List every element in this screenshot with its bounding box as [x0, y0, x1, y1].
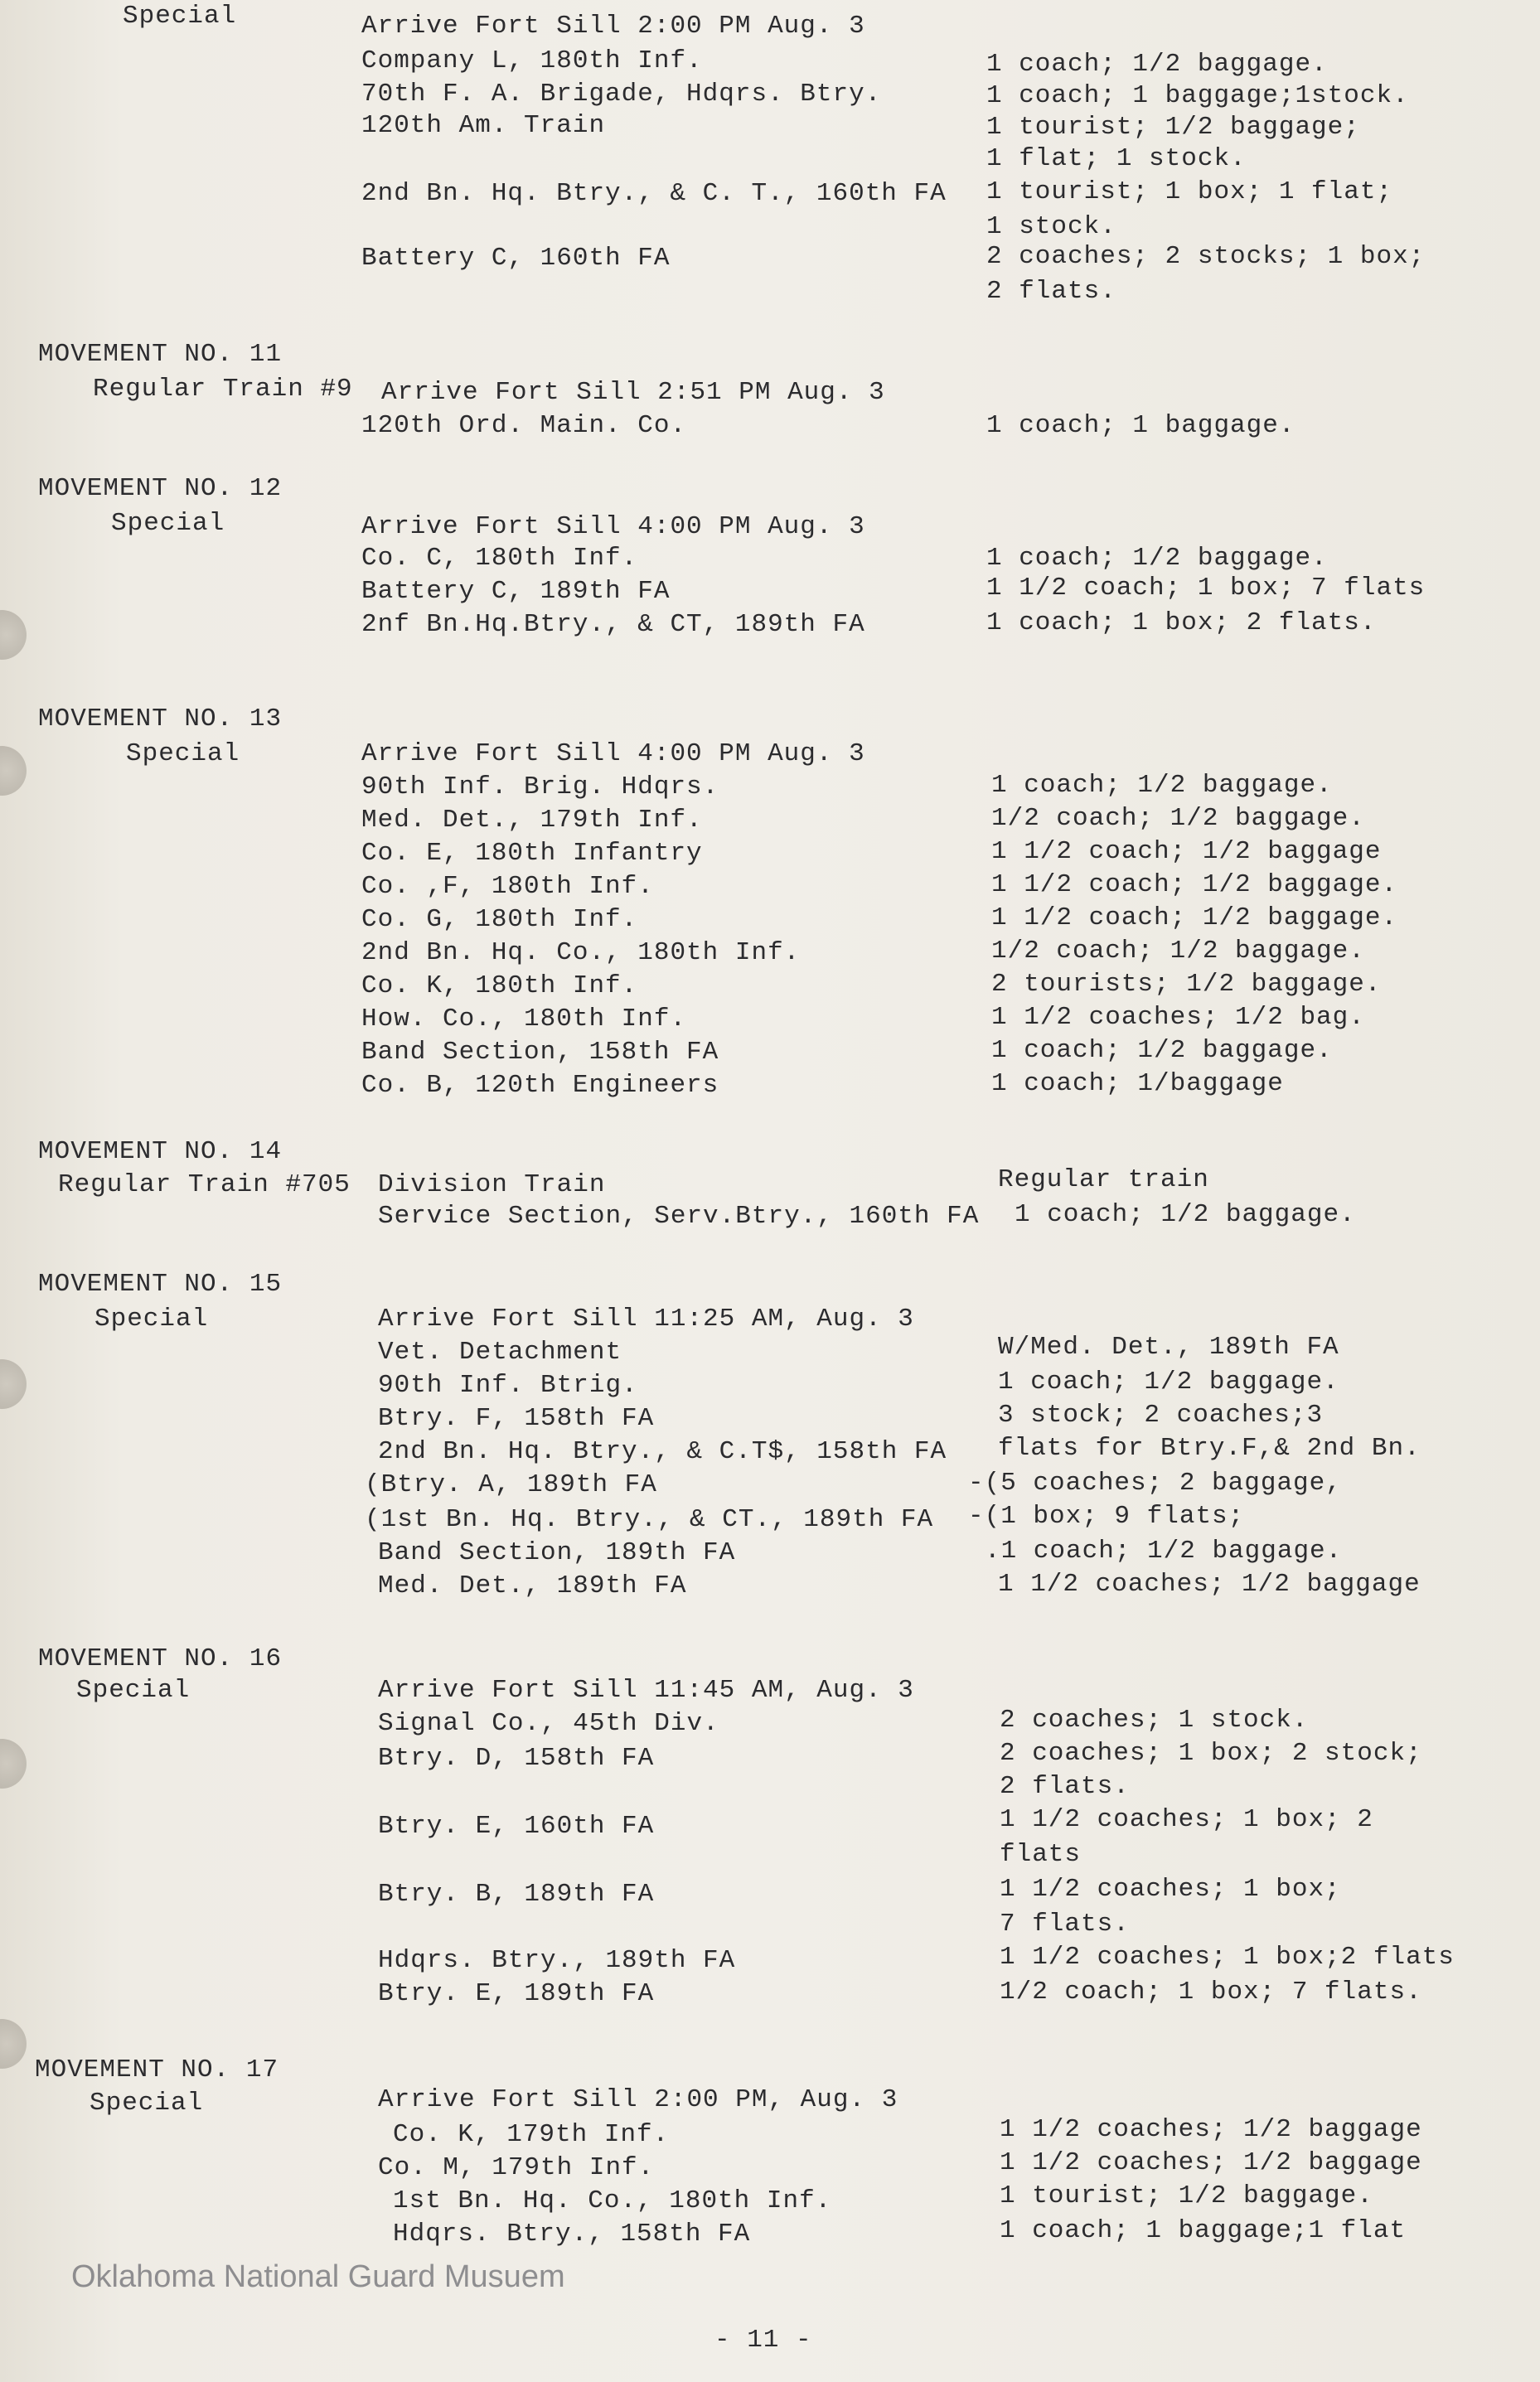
top-label: Special	[123, 2, 237, 31]
cars: 1 coach; 1 baggage;1 flat	[1000, 2216, 1407, 2245]
unit: Signal Co., 45th Div.	[378, 1709, 719, 1738]
cars: 2 coaches; 1 stock.	[1000, 1706, 1309, 1735]
unit: Btry. E, 160th FA	[378, 1812, 655, 1841]
cars: 1 coach; 1/2 baggage.	[991, 771, 1333, 800]
cars: 1 flat; 1 stock.	[986, 144, 1247, 173]
cars: 1 tourist; 1/2 baggage;	[986, 113, 1360, 142]
movement-arrive: Arrive Fort Sill 11:45 AM, Aug. 3	[378, 1676, 914, 1705]
unit: 70th F. A. Brigade, Hdqrs. Btry.	[361, 80, 882, 109]
cars: 1 stock.	[986, 212, 1116, 241]
unit: Co. G, 180th Inf.	[361, 905, 638, 934]
unit: Co. M, 179th Inf.	[378, 2153, 655, 2182]
cars: 3 stock; 2 coaches;3	[998, 1401, 1324, 1430]
unit: 2nf Bn.Hq.Btry., & CT, 189th FA	[361, 610, 865, 639]
cars: 1 coach; 1/2 baggage.	[986, 50, 1328, 79]
unit: Co. C, 180th Inf.	[361, 544, 638, 573]
movement-arrive: Arrive Fort Sill 11:25 AM, Aug. 3	[378, 1305, 914, 1334]
unit: (1st Bn. Hq. Btry., & CT., 189th FA	[365, 1505, 934, 1534]
unit: Band Section, 189th FA	[378, 1538, 736, 1567]
movement-arrive: Arrive Fort Sill 4:00 PM Aug. 3	[361, 512, 865, 541]
unit: Co. B, 120th Engineers	[361, 1071, 719, 1100]
unit: Btry. D, 158th FA	[378, 1744, 655, 1773]
movement-heading: MOVEMENT NO. 17	[35, 2055, 279, 2084]
top-arrive: Arrive Fort Sill 2:00 PM Aug. 3	[361, 12, 865, 41]
unit: Med. Det., 189th FA	[378, 1571, 687, 1600]
cars: .1 coach; 1/2 baggage.	[985, 1537, 1343, 1566]
cars: 1 1/2 coach; 1/2 baggage	[991, 837, 1382, 866]
cars: 1 coach; 1/2 baggage.	[986, 544, 1328, 573]
unit: Btry. B, 189th FA	[378, 1880, 655, 1909]
movement-heading: MOVEMENT NO. 11	[38, 340, 283, 369]
cars: 2 coaches; 1 box; 2 stock;	[1000, 1739, 1422, 1768]
cars: -(1 box; 9 flats;	[968, 1502, 1245, 1531]
cars: 1 coach; 1 baggage;1stock.	[986, 81, 1409, 110]
unit: Co. K, 180th Inf.	[361, 971, 638, 1000]
movement-label: Regular Train #705	[58, 1170, 351, 1199]
movement-heading: MOVEMENT NO. 12	[38, 474, 283, 503]
cars: 1 1/2 coach; 1/2 baggage.	[991, 903, 1398, 932]
unit: 120th Am. Train	[361, 111, 606, 140]
unit: Band Section, 158th FA	[361, 1038, 719, 1067]
unit: 90th Inf. Brig. Hdqrs.	[361, 772, 719, 801]
unit: Vet. Detachment	[378, 1338, 622, 1367]
movement-arrive: Arrive Fort Sill 2:51 PM Aug. 3	[381, 378, 885, 407]
movement-label: Special	[94, 1305, 209, 1334]
cars: 1 1/2 coaches; 1 box;2 flats	[1000, 1943, 1455, 1972]
cars: 2 flats.	[1000, 1772, 1130, 1801]
unit: Battery C, 189th FA	[361, 577, 671, 606]
cars: flats	[1000, 1840, 1082, 1869]
movement-label: Special	[90, 2089, 204, 2118]
unit: Co. ,F, 180th Inf.	[361, 872, 654, 901]
movement-label: Regular Train #9	[93, 375, 353, 404]
binder-hole	[0, 1359, 27, 1409]
unit: 90th Inf. Btrig.	[378, 1371, 638, 1400]
unit: Service Section, Serv.Btry., 160th FA	[378, 1202, 980, 1231]
cars: 1 coach; 1/2 baggage.	[1015, 1200, 1356, 1229]
unit: 2nd Bn. Hq. Btry., & C.T$, 158th FA	[378, 1437, 947, 1466]
cars: 1 1/2 coach; 1 box; 7 flats	[986, 574, 1426, 603]
cars: 1 tourist; 1 box; 1 flat;	[986, 177, 1393, 206]
unit: 2nd Bn. Hq. Btry., & C. T., 160th FA	[361, 179, 947, 208]
unit: (Btry. A, 189th FA	[365, 1470, 657, 1499]
cars: 1 1/2 coach; 1/2 baggage.	[991, 870, 1398, 899]
cars: 1 1/2 coaches; 1 box;	[1000, 1875, 1341, 1904]
unit: Co. K, 179th Inf.	[393, 2120, 670, 2149]
movement-arrive: Arrive Fort Sill 2:00 PM, Aug. 3	[378, 2085, 898, 2114]
binder-hole	[0, 2019, 27, 2069]
movement-label: Special	[76, 1676, 191, 1705]
cars: 1 1/2 coaches; 1/2 baggage	[1000, 2148, 1422, 2177]
cars: flats for Btry.F,& 2nd Bn.	[998, 1434, 1421, 1463]
watermark: Oklahoma National Guard Musuem	[71, 2259, 565, 2294]
movement-label: Special	[111, 509, 225, 538]
unit: Btry. F, 158th FA	[378, 1404, 655, 1433]
cars: 1 coach; 1/baggage	[991, 1069, 1284, 1098]
cars: 1 coach; 1 box; 2 flats.	[986, 608, 1377, 637]
cars: 1 coach; 1 baggage.	[986, 411, 1295, 440]
cars: 2 tourists; 1/2 baggage.	[991, 970, 1382, 999]
cars: 1 1/2 coaches; 1/2 bag.	[991, 1003, 1365, 1032]
movement-heading: MOVEMENT NO. 13	[38, 704, 283, 733]
unit: Btry. E, 189th FA	[378, 1979, 655, 2008]
cars: 1 1/2 coaches; 1/2 baggage	[1000, 2115, 1422, 2144]
cars: 1 coach; 1/2 baggage.	[998, 1368, 1339, 1397]
cars: -(5 coaches; 2 baggage,	[968, 1469, 1342, 1498]
page-number: - 11 -	[714, 2326, 812, 2355]
unit: Battery C, 160th FA	[361, 244, 671, 273]
unit: Co. E, 180th Infantry	[361, 839, 703, 868]
cars: 1/2 coach; 1/2 baggage.	[991, 937, 1365, 966]
cars: 2 flats.	[986, 277, 1116, 306]
movement-heading: MOVEMENT NO. 14	[38, 1137, 283, 1166]
unit: 120th Ord. Main. Co.	[361, 411, 687, 440]
binder-hole	[0, 610, 27, 660]
unit: 1st Bn. Hq. Co., 180th Inf.	[393, 2186, 832, 2215]
binder-hole	[0, 1739, 27, 1789]
cars: W/Med. Det., 189th FA	[998, 1333, 1339, 1362]
cars: 2 coaches; 2 stocks; 1 box;	[986, 242, 1426, 271]
cars: 1 tourist; 1/2 baggage.	[1000, 2181, 1373, 2210]
movement-arrive-note: Regular train	[998, 1165, 1209, 1194]
unit: Med. Det., 179th Inf.	[361, 806, 703, 835]
cars: 1 1/2 coaches; 1 box; 2	[1000, 1805, 1373, 1834]
cars: 1 coach; 1/2 baggage.	[991, 1036, 1333, 1065]
cars: 1 1/2 coaches; 1/2 baggage	[998, 1570, 1421, 1599]
cars: 1/2 coach; 1/2 baggage.	[991, 804, 1365, 833]
binder-hole	[0, 746, 27, 796]
movement-heading: MOVEMENT NO. 15	[38, 1270, 283, 1299]
unit: Hdqrs. Btry., 189th FA	[378, 1946, 736, 1975]
unit: Company L, 180th Inf.	[361, 46, 703, 75]
movement-label: Special	[126, 739, 240, 768]
movement-arrive: Arrive Fort Sill 4:00 PM Aug. 3	[361, 739, 865, 768]
movement-heading: MOVEMENT NO. 16	[38, 1644, 283, 1673]
unit: How. Co., 180th Inf.	[361, 1005, 687, 1034]
cars: 1/2 coach; 1 box; 7 flats.	[1000, 1978, 1422, 2007]
unit: 2nd Bn. Hq. Co., 180th Inf.	[361, 938, 801, 967]
movement-arrive: Division Train	[378, 1170, 606, 1199]
unit: Hdqrs. Btry., 158th FA	[393, 2220, 751, 2249]
cars: 7 flats.	[1000, 1910, 1130, 1939]
